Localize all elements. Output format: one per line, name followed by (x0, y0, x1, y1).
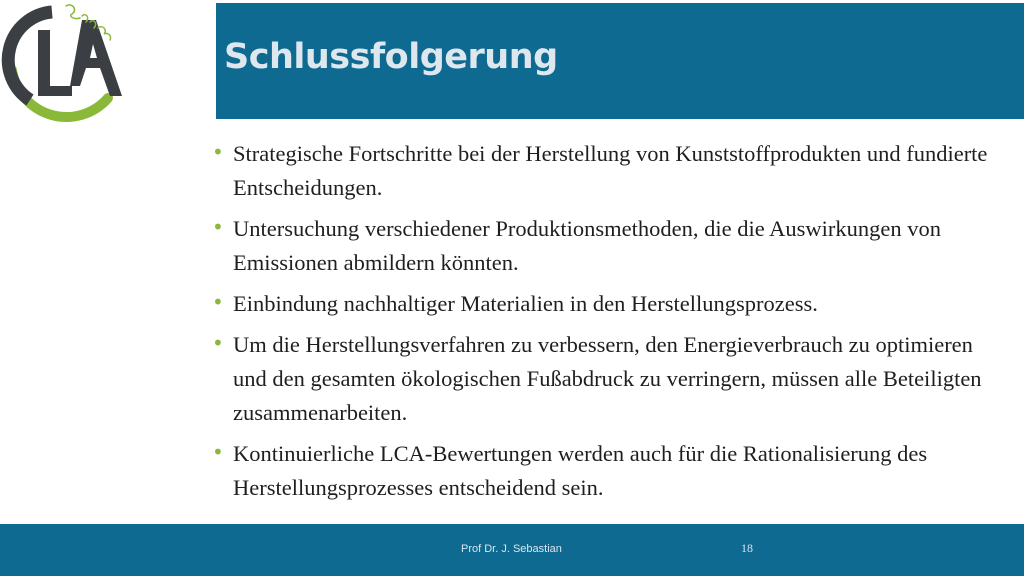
title-bar (216, 3, 1024, 119)
bullet-dot-icon: • (212, 331, 224, 355)
bullet-dot-icon: • (212, 215, 224, 239)
bullet-dot-icon: • (212, 140, 224, 164)
list-item (208, 328, 1008, 430)
bullet-text: Um die Herstellungsverfahren zu verbessern, den Energieverbrauch zu optimieren und den gesamten ökologischen Fußabdruck zu verringern, müssen alle Beteiligten zusammenarbeiten. (233, 332, 982, 425)
bullet-text: Einbindung nachhaltiger Materialien in den Herstellungsprozess. (233, 291, 818, 316)
list-item (208, 212, 1008, 280)
footer-author: Prof Dr. J. Sebastian (461, 543, 562, 555)
list-item (208, 287, 1008, 321)
list-item (208, 437, 1008, 505)
list-item (208, 137, 1008, 205)
bullet-text: Strategische Fortschritte bei der Herstellung von Kunststoffprodukten und fundierte Entscheidungen. (233, 141, 988, 200)
bullet-dot-icon: • (212, 440, 224, 464)
footer-bar (0, 524, 1024, 576)
page-number: 18 (741, 541, 753, 555)
bullet-text: Kontinuierliche LCA-Bewertungen werden auch für die Rationalisierung des Herstellungsprozesses entscheidend sein. (233, 441, 928, 500)
bullet-dot-icon: • (212, 290, 224, 314)
lca-green-logo (0, 0, 135, 125)
bullet-text: Untersuchung verschiedener Produktionsmethoden, die die Auswirkungen von Emissionen abmildern könnten. (233, 216, 941, 275)
slide-title: Schlussfolgerung (224, 37, 558, 77)
bullet-list (208, 137, 1008, 512)
